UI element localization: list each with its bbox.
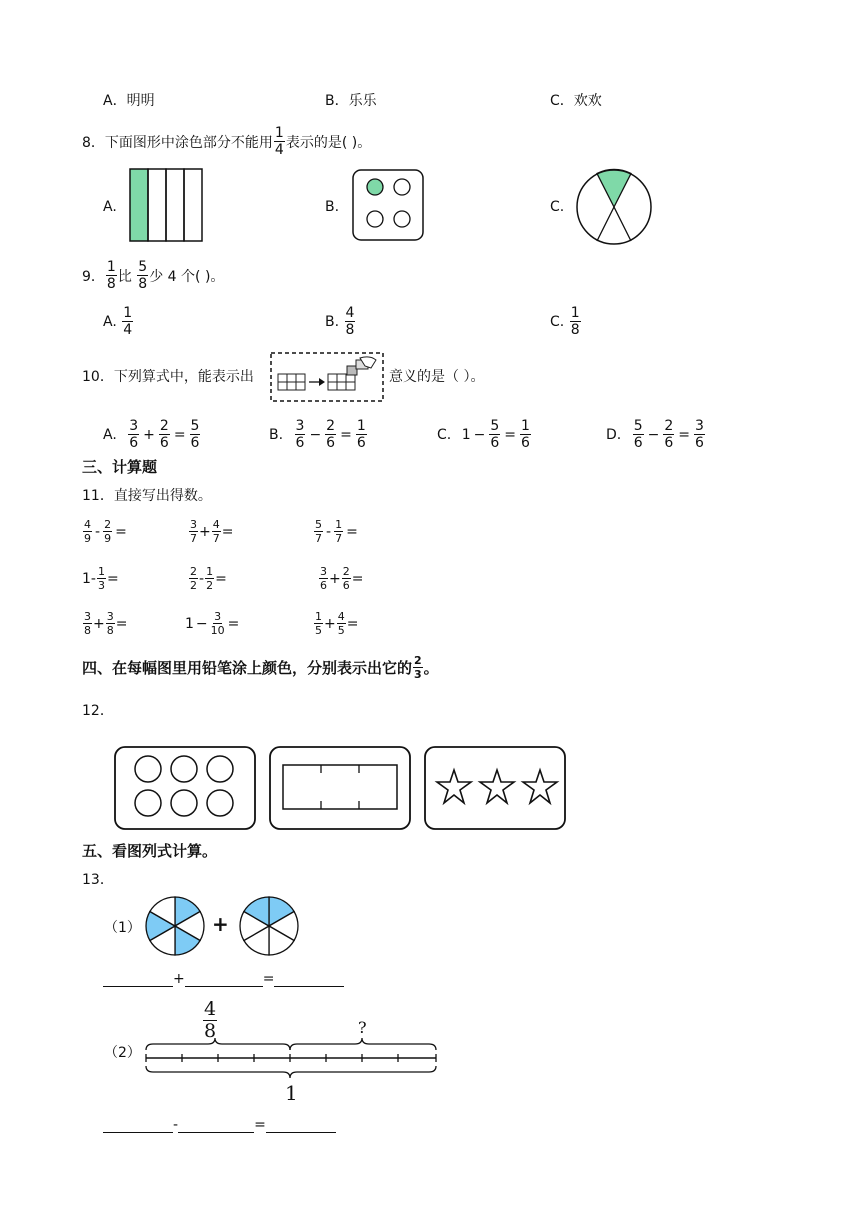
q12-circles-box <box>114 746 256 830</box>
q11-item-3-2: 1 − $\frac{3}{10}$ = <box>185 610 240 637</box>
q13-pie-right <box>238 895 300 957</box>
q12-number: 12． <box>82 703 114 719</box>
q9-option-b: B. 4 8 <box>325 305 355 338</box>
q8-fraction: 1 4 <box>274 125 284 158</box>
q12-stars-box <box>424 746 566 830</box>
q10-option-d: D. 5 6 − $\frac{2}{6}$ = $\frac{3}{6}$ <box>606 418 704 451</box>
q8-label-a: A. <box>103 199 117 215</box>
q7-option-c: C．欢欢 <box>550 93 602 109</box>
q11-item-2-1: 1 - $\frac{1}{3}$ = <box>82 565 119 592</box>
q11-item-3-3: 1 5 + $\frac{4}{5}$ = <box>315 610 359 637</box>
q13-top-fraction: $\frac{4}{8}$ <box>204 998 217 1042</box>
q13-part2-label: （2） <box>104 1045 141 1061</box>
q13-plus-sign: + <box>212 912 229 936</box>
q8-label-b: B. <box>325 199 340 215</box>
q13-number-line <box>143 1040 443 1084</box>
section-4-title: 四、在每幅图里用铅笔涂上颜色，分别表示出它的 2 3 。 <box>82 654 439 681</box>
q11-item-1-2: 3 7 + $\frac{4}{7}$ = <box>190 518 234 545</box>
q8-pie-figure <box>576 170 652 246</box>
q13-whole-label: 1 <box>285 1081 298 1105</box>
q10-option-c: C. 1 − $\frac{5}{6}$ = $\frac{1}{6}$ <box>437 418 530 451</box>
q7-option-b: B．乐乐 <box>325 93 377 109</box>
q13-answer-line-1[interactable]: + = <box>103 971 344 987</box>
q8-label-c: C. <box>550 199 565 215</box>
q10-option-a: A. 3 6 + $\frac{2}{6}$ = $\frac{5}{6}$ <box>103 418 200 451</box>
q9-option-a: A. 1 4 <box>103 305 133 338</box>
q10-option-b: B. 3 6 − $\frac{2}{6}$ = $\frac{1}{6}$ <box>269 418 366 451</box>
section-5-title: 五、看图列式计算。 <box>82 842 218 860</box>
q11-item-3-1: 3 8 + $\frac{3}{8}$ = <box>84 610 128 637</box>
q7-option-a: A．明明 <box>103 93 155 109</box>
section-3-title: 三、计算题 <box>82 458 158 476</box>
q11-item-1-1: 4 9 - $\frac{2}{9}$ = <box>84 518 127 545</box>
q10-stem-prefix: 10．下列算式中，能表示出 <box>82 369 254 385</box>
q10-grid-illustration <box>270 352 384 402</box>
q13-question-mark: ? <box>358 1018 367 1037</box>
q10-stem-suffix: 意义的是（ ）。 <box>389 369 485 385</box>
q11-item-2-3: 3 6 + $\frac{2}{6}$ = <box>320 565 364 592</box>
q11-item-1-3: 5 7 - $\frac{1}{7}$ = <box>315 518 358 545</box>
q13-pie-left <box>144 895 206 957</box>
q13-part1-label: （1） <box>104 920 141 936</box>
q9-option-c: C. 1 8 <box>550 305 580 338</box>
q8-stem: 8．下面图形中涂色部分不能用 1 4 表示的是( )。 <box>82 125 372 158</box>
q8-rectangle-figure <box>129 168 203 242</box>
q9-stem: 9． 1 8 比 5 8 少 4 个( )。 <box>82 259 225 292</box>
q11-item-2-2: 2 2 - $\frac{1}{2}$ = <box>190 565 227 592</box>
q8-circles-figure <box>352 169 424 241</box>
q13-number: 13． <box>82 872 114 888</box>
q13-answer-line-2[interactable]: - = <box>103 1117 336 1133</box>
q11-stem: 11．直接写出得数。 <box>82 488 212 504</box>
q12-rectangle-box <box>269 746 411 830</box>
